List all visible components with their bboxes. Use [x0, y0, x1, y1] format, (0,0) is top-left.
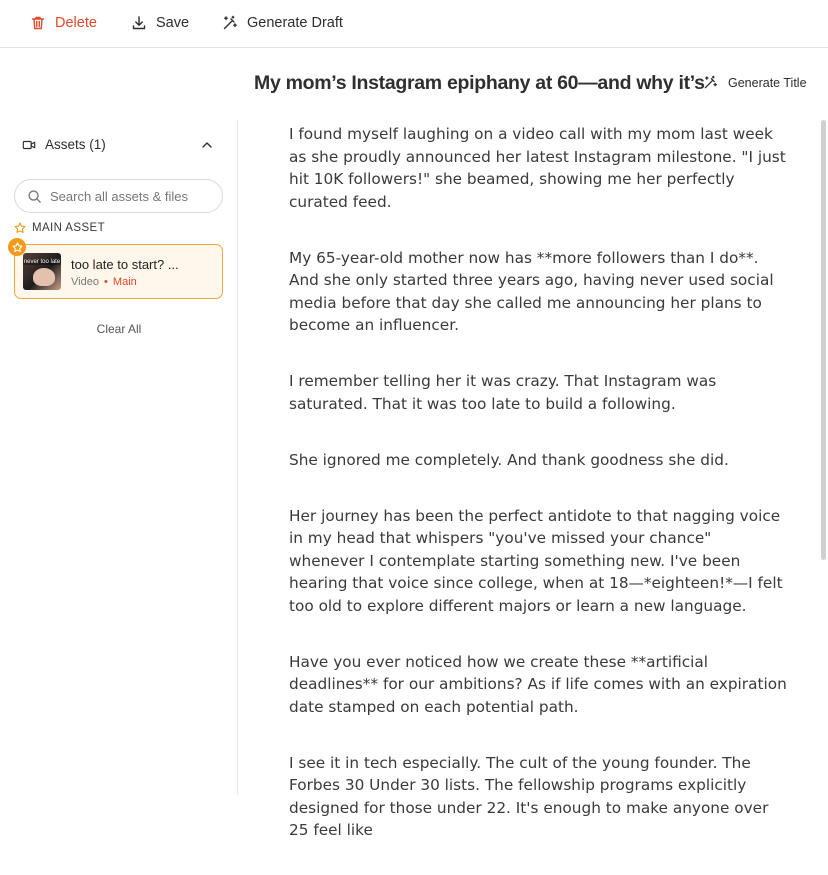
thumbnail-face — [33, 268, 55, 286]
delete-button[interactable] — [30, 15, 97, 31]
asset-role: Main — [112, 276, 137, 288]
magic-wand-icon — [222, 15, 238, 31]
scrollbar[interactable] — [821, 120, 826, 560]
generate-title-button[interactable] — [703, 75, 807, 90]
star-icon — [12, 242, 23, 253]
generate-draft-button[interactable] — [222, 15, 343, 31]
asset-thumbnail — [23, 253, 61, 290]
search-input[interactable] — [50, 189, 210, 204]
paragraph: I see it in tech especially. The cult of the young founder. The Forbes 30 Under 30 lists. The fellowship programs explicitly designed for those under 22. It's enough to make anyone over 25 feel like — [289, 753, 769, 839]
top-toolbar — [0, 0, 828, 48]
asset-card[interactable] — [14, 244, 223, 299]
asset-name: too late to start? ... — [71, 257, 179, 272]
generate-title-label: Generate Title — [728, 75, 807, 90]
paragraph: I found myself laughing on a video call with my mom last week as she proudly announced her latest Instagram milestone. "I just hit 10K followers!" she beamed, showing me her perfectly curated feed. — [289, 125, 786, 211]
save-label: Save — [156, 15, 190, 31]
video-camera-icon — [22, 138, 36, 152]
chevron-up-icon[interactable] — [200, 138, 214, 152]
asset-type: Video — [71, 276, 99, 288]
save-button[interactable] — [131, 15, 189, 31]
thumbnail-caption: never too late — [23, 259, 61, 265]
trash-icon — [30, 15, 46, 31]
asset-meta — [71, 276, 137, 288]
download-icon — [131, 15, 147, 31]
paragraph: My 65-year-old mother now has **more followers than I do**. And she only started three years ago, having never used social media before that day she called me announcing her plans to become an influencer. — [289, 248, 774, 334]
assets-header[interactable] — [22, 137, 106, 152]
main-asset-label: MAIN ASSET — [32, 222, 106, 234]
main-asset-heading — [14, 222, 105, 234]
magic-wand-icon — [703, 75, 718, 90]
search-box[interactable] — [14, 179, 223, 213]
paragraph: Her journey has been the perfect antidote to that nagging voice in my head that whispers "you've missed your chance" whenever I contemplate starting something new. I've been hearing that voice since college, when at 18—*eighteen!*—I felt too old to explore different majors or learn a new language. — [289, 506, 783, 615]
document-title[interactable]: My mom’s Instagram epiphany at 60—and why it’s — [254, 72, 705, 94]
paragraph: Have you ever noticed how we create these **artificial deadlines** for our ambitions? As if life comes with an expiration date stamped on each potential path. — [289, 652, 787, 716]
assets-sidebar — [0, 120, 238, 795]
clear-all-button[interactable]: Clear All — [96, 322, 142, 336]
assets-label: Assets (1) — [45, 137, 106, 152]
star-icon — [14, 222, 26, 234]
paragraph: She ignored me completely. And thank goodness she did. — [289, 450, 729, 469]
generate-draft-label: Generate Draft — [247, 15, 343, 31]
paragraph: I remember telling her it was crazy. That Instagram was saturated. That it was too late to build a following. — [289, 372, 717, 413]
asset-meta-separator: • — [104, 276, 108, 288]
delete-label: Delete — [55, 15, 97, 31]
search-icon — [27, 189, 42, 204]
document-body[interactable] — [289, 123, 789, 875]
